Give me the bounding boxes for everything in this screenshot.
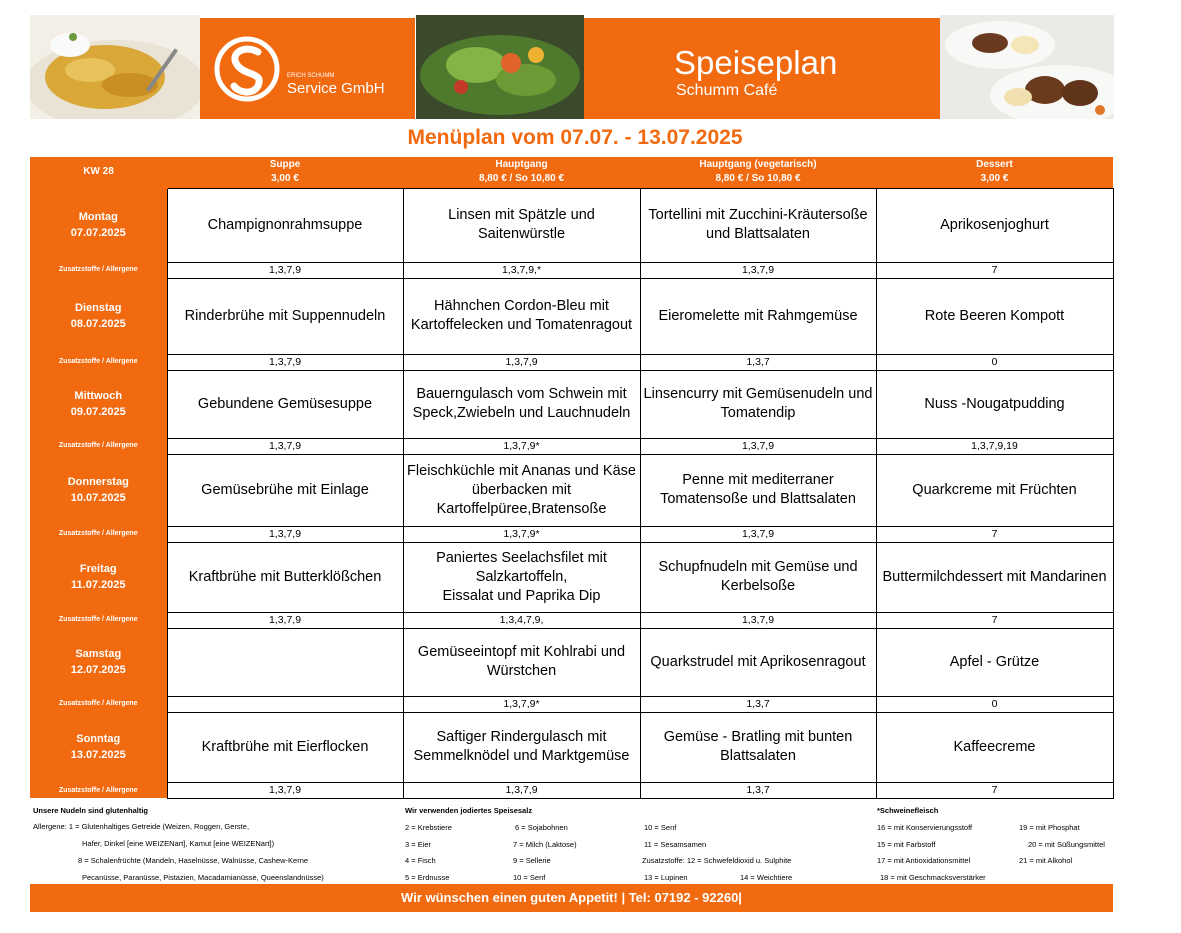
dish-dessert: Quarkcreme mit Früchten (876, 454, 1113, 526)
food-photo-meatballs (940, 15, 1114, 119)
day-name: Mittwoch (74, 390, 123, 403)
dish-vegetarisch: Tortellini mit Zucchini-Kräutersoße und Blattsalaten (640, 188, 876, 262)
note-a10: 10 = Senf (644, 823, 677, 832)
allergen-row (30, 526, 1113, 542)
day-label (30, 188, 167, 262)
dish-suppe (167, 628, 403, 696)
day-row (30, 628, 1113, 696)
note-a7: 7 = Milch (Laktose) (513, 840, 577, 849)
schumm-logo-icon (214, 36, 280, 102)
dish-vegetarisch: Eieromelette mit Rahmgemüse (640, 278, 876, 354)
allergen-codes-dessert: 7 (876, 612, 1113, 628)
day-name: Sonntag (76, 733, 121, 746)
allergen-row-label: Zusatzstoffe / Allergene (30, 438, 167, 454)
menu-table (30, 157, 1114, 799)
dish-vegetarisch: Schupfnudeln mit Gemüse und Kerbelsoße (640, 542, 876, 612)
day-name: Donnerstag (67, 476, 129, 489)
allergen-codes-hauptgang: 1,3,7,9* (403, 438, 640, 454)
day-date: 09.07.2025 (70, 406, 126, 419)
day-date: 13.07.2025 (70, 749, 126, 762)
dish-vegetarisch: Penne mit mediterraner Tomatensoße und Blattsalaten (640, 454, 876, 526)
allergen-row-label: Zusatzstoffe / Allergene (30, 782, 167, 798)
allergen-codes-vegetarisch: 1,3,7,9 (640, 262, 876, 278)
note-z15: 15 = mit Farbstoff (877, 840, 936, 849)
table-header-row (30, 157, 1113, 188)
allergen-codes-suppe (167, 696, 403, 712)
note-a2: 2 = Krebstiere (405, 823, 452, 832)
allergen-codes-vegetarisch: 1,3,7 (640, 782, 876, 798)
dish-hauptgang: Gemüseeintopf mit Kohlrabi und Würstchen (403, 628, 640, 696)
dish-suppe: Kraftbrühe mit Butterklößchen (167, 542, 403, 612)
dish-hauptgang: Fleischküchle mit Ananas und Käse überbacken mit Kartoffelpüree,Bratensoße (403, 454, 640, 526)
note-a13: 13 = Lupinen (644, 873, 688, 882)
day-date: 07.07.2025 (70, 227, 126, 240)
allergen-codes-vegetarisch: 1,3,7,9 (640, 438, 876, 454)
page-subtitle: Schumm Café (676, 82, 778, 99)
column-header-hauptgang: Hauptgang 8,80 € / So 10,80 € (403, 157, 640, 188)
allergen-codes-hauptgang: 1,3,7,9,* (403, 262, 640, 278)
dish-dessert: Rote Beeren Kompott (876, 278, 1113, 354)
note-a10b: 10 = Senf (513, 873, 546, 882)
note-a12: Zusatzstoffe: 12 = Schwefeldioxid u. Sulphite (642, 856, 792, 865)
day-label (30, 370, 167, 438)
note-allergene-1: Allergene: 1 = Glutenhaltiges Getreide (Weizen, Roggen, Gerste, (33, 822, 250, 831)
day-row (30, 188, 1113, 262)
note-a5: 5 = Erdnusse (405, 873, 450, 882)
allergen-codes-suppe: 1,3,7,9 (167, 354, 403, 370)
logo-line1: ERICH SCHUMM (287, 73, 335, 79)
day-date: 12.07.2025 (70, 664, 126, 677)
dish-suppe: Champignonrahmsuppe (167, 188, 403, 262)
dish-vegetarisch: Quarkstrudel mit Aprikosenragout (640, 628, 876, 696)
allergen-row (30, 782, 1113, 798)
allergen-codes-vegetarisch: 1,3,7 (640, 354, 876, 370)
day-row (30, 278, 1113, 354)
note-z17: 17 = mit Antioxidationsmittel (877, 856, 971, 865)
allergen-codes-vegetarisch: 1,3,7,9 (640, 526, 876, 542)
day-row (30, 542, 1113, 612)
allergen-row-label: Zusatzstoffe / Allergene (30, 696, 167, 712)
note-a3: 3 = Eier (405, 840, 432, 849)
day-label (30, 278, 167, 354)
day-label (30, 628, 167, 696)
note-schwein: *Schweinefleisch (877, 806, 939, 815)
dish-dessert: Kaffeecreme (876, 712, 1113, 782)
allergen-codes-suppe: 1,3,7,9 (167, 438, 403, 454)
note-allergene-8b: Pecanüsse, Paranüsse, Pistazien, Macadamianüsse, Queenslandnüsse) (82, 873, 324, 882)
allergen-codes-dessert: 7 (876, 526, 1113, 542)
page-title: Speiseplan (674, 44, 838, 81)
note-a6: 6 = Sojabohnen (515, 823, 568, 832)
allergen-row-label: Zusatzstoffe / Allergene (30, 526, 167, 542)
allergen-row-label: Zusatzstoffe / Allergene (30, 262, 167, 278)
footer-bar: Wir wünschen einen guten Appetit! | Tel: 07192 - 92260| (30, 884, 1113, 912)
dish-suppe: Gebundene Gemüsesuppe (167, 370, 403, 438)
allergen-row-label: Zusatzstoffe / Allergene (30, 612, 167, 628)
day-label (30, 542, 167, 612)
day-name: Montag (78, 211, 118, 224)
food-photo-salad (416, 15, 584, 119)
allergen-codes-dessert: 0 (876, 354, 1113, 370)
dish-vegetarisch: Gemüse - Bratling mit bunten Blattsalaten (640, 712, 876, 782)
allergen-codes-hauptgang: 1,3,7,9* (403, 526, 640, 542)
dish-vegetarisch: Linsencurry mit Gemüsenudeln und Tomatendip (640, 370, 876, 438)
day-row (30, 712, 1113, 782)
dish-hauptgang: Bauerngulasch vom Schwein mit Speck,Zwiebeln und Lauchnudeln (403, 370, 640, 438)
note-z20: 20 = mit Süßungsmittel (1028, 840, 1105, 849)
note-z19: 19 = mit Phosphat (1019, 823, 1080, 832)
company-logo (200, 18, 415, 119)
day-date: 08.07.2025 (70, 318, 126, 331)
column-header-suppe: Suppe 3,00 € (167, 157, 403, 188)
day-date: 11.07.2025 (71, 579, 126, 592)
allergen-codes-dessert: 0 (876, 696, 1113, 712)
week-label: KW 28 (30, 157, 167, 188)
allergen-codes-hauptgang: 1,3,7,9* (403, 696, 640, 712)
allergen-row (30, 262, 1113, 278)
note-z21: 21 = mit Alkohol (1019, 856, 1073, 865)
day-name: Dienstag (75, 302, 122, 315)
allergen-row (30, 354, 1113, 370)
dish-dessert: Buttermilchdessert mit Mandarinen (876, 542, 1113, 612)
dish-suppe: Rinderbrühe mit Suppennudeln (167, 278, 403, 354)
dish-hauptgang: Hähnchen Cordon-Bleu mit Kartoffelecken und Tomatenragout (403, 278, 640, 354)
note-a9: 9 = Sellerie (513, 856, 551, 865)
allergen-row (30, 438, 1113, 454)
dish-suppe: Gemüsebrühe mit Einlage (167, 454, 403, 526)
day-name: Freitag (79, 563, 117, 576)
note-z18: 18 = mit Geschmacksverstärker (880, 873, 986, 882)
note-allergene-1b: Hafer, Dinkel [eine WEIZENart], Kamut [eine WEIZENart]) (82, 839, 275, 848)
allergen-codes-hauptgang: 1,3,7,9 (403, 354, 640, 370)
note-z16: 16 = mit Konservierungsstoff (877, 823, 973, 832)
day-label (30, 454, 167, 526)
dish-dessert: Apfel - Grütze (876, 628, 1113, 696)
title-banner (584, 18, 940, 119)
food-photo-pasta (30, 15, 200, 119)
allergen-codes-dessert: 1,3,7,9,19 (876, 438, 1113, 454)
column-header-dessert: Dessert 3,00 € (876, 157, 1113, 188)
day-label (30, 712, 167, 782)
day-row (30, 454, 1113, 526)
day-row (30, 370, 1113, 438)
dish-hauptgang: Linsen mit Spätzle und Saitenwürstle (403, 188, 640, 262)
dish-hauptgang: Paniertes Seelachsfilet mit Salzkartoffeln, Eissalat und Paprika Dip (403, 542, 640, 612)
allergen-codes-hauptgang: 1,3,7,9 (403, 782, 640, 798)
dish-dessert: Aprikosenjoghurt (876, 188, 1113, 262)
note-nudeln: Unsere Nudeln sind glutenhaltig (33, 806, 149, 815)
allergen-codes-vegetarisch: 1,3,7 (640, 696, 876, 712)
menu-title: Menüplan vom 07.07. - 13.07.2025 (407, 126, 743, 149)
day-date: 10.07.2025 (70, 492, 126, 505)
allergen-codes-dessert: 7 (876, 262, 1113, 278)
allergen-row (30, 612, 1113, 628)
day-name: Samstag (75, 648, 122, 661)
allergen-codes-suppe: 1,3,7,9 (167, 262, 403, 278)
dish-suppe: Kraftbrühe mit Eierflocken (167, 712, 403, 782)
allergen-codes-suppe: 1,3,7,9 (167, 612, 403, 628)
allergen-row (30, 696, 1113, 712)
allergen-codes-suppe: 1,3,7,9 (167, 526, 403, 542)
note-a4: 4 = Fisch (405, 856, 436, 865)
note-allergene-8: 8 = Schalenfrüchte (Mandeln, Haselnüsse, Walnüsse, Cashew-Kerne (78, 856, 309, 865)
dish-dessert: Nuss -Nougatpudding (876, 370, 1113, 438)
allergen-row-label: Zusatzstoffe / Allergene (30, 354, 167, 370)
note-a14: 14 = Weichtiere (740, 873, 793, 882)
dish-hauptgang: Saftiger Rindergulasch mit Semmelknödel und Marktgemüse (403, 712, 640, 782)
allergen-codes-suppe: 1,3,7,9 (167, 782, 403, 798)
note-jodsalz: Wir verwenden jodiertes Speisesalz (405, 806, 533, 815)
allergen-codes-dessert: 7 (876, 782, 1113, 798)
logo-line2: Service GmbH (287, 80, 385, 97)
column-header-vegetarisch: Hauptgang (vegetarisch) 8,80 € / So 10,80 € (640, 157, 876, 188)
allergen-codes-hauptgang: 1,3,4,7,9, (403, 612, 640, 628)
note-a11: 11 = Sesamsamen (644, 840, 707, 849)
allergen-codes-vegetarisch: 1,3,7,9 (640, 612, 876, 628)
